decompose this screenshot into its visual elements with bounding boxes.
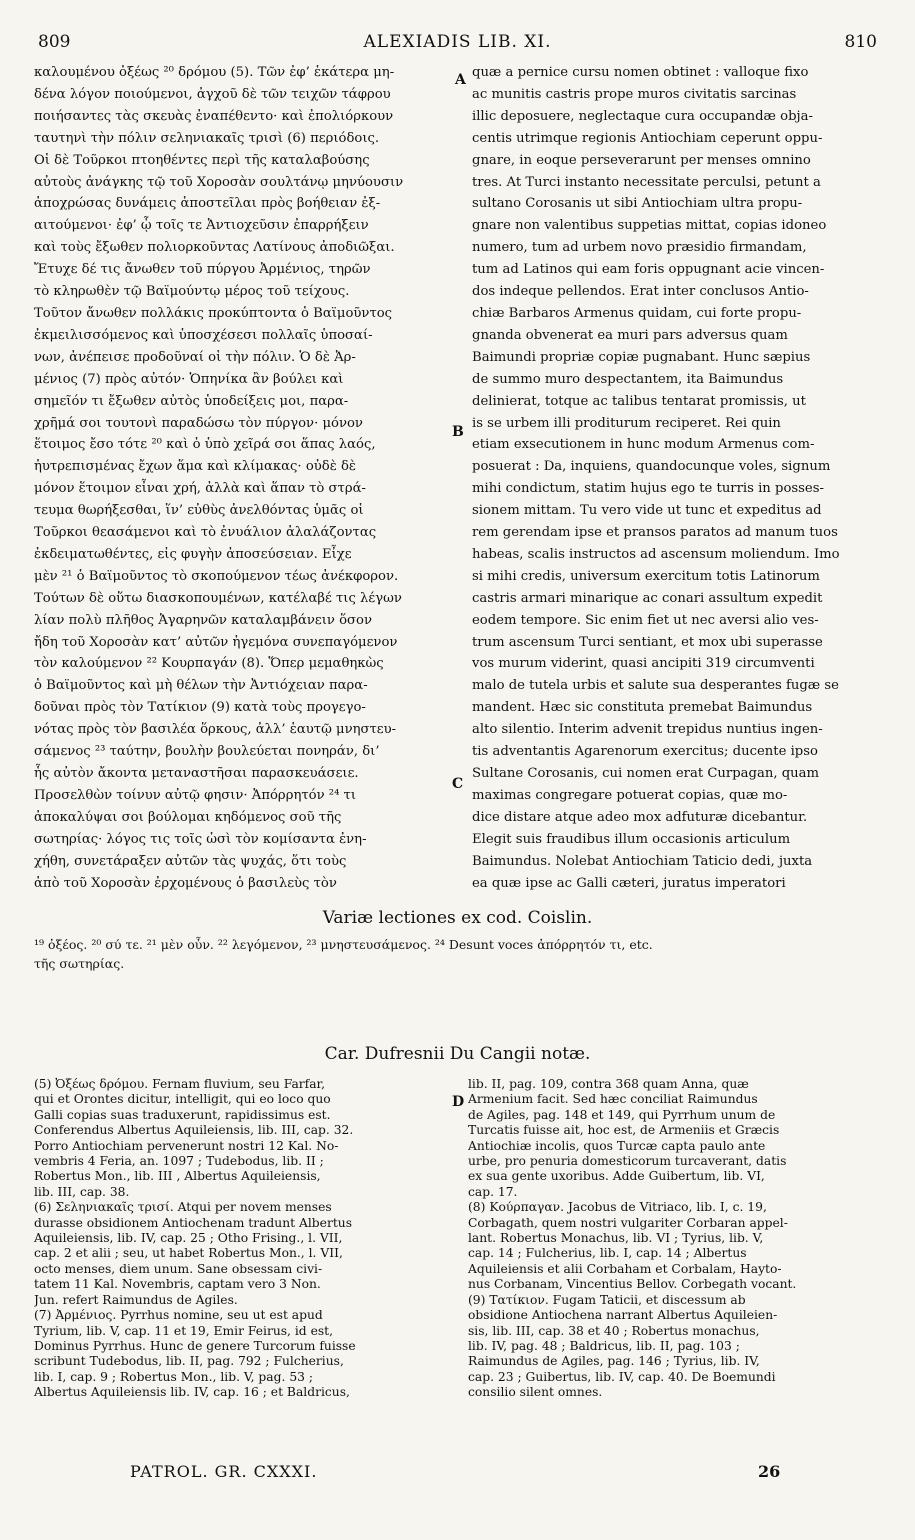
notes-left-column (34, 1077, 454, 1401)
latin-text-line: si mihi credis, universum exercitum totis Latinorum (472, 568, 820, 584)
greek-text-line: δοῦναι πρὸς τὸν Τατίκιον (9) κατὰ τοὺς προγεγο- (34, 700, 366, 716)
greek-text-line: ἕτοιμος ἔσο τότε ²⁰ καὶ ὁ ὑπὸ χεῖρά σοι ἅπας λαός, (34, 437, 376, 453)
latin-text-line: castris armari minarique ac conari assultum expedit (472, 590, 823, 606)
variae-lectiones-line: τῆς σωτηρίας. (34, 956, 125, 971)
latin-text-line: posuerat : Da, inquiens, quandocunque voles, signum (472, 459, 831, 475)
greek-text-line: ἤδη τοῦ Χοροσὰν κατ’ αὐτῶν ἡγεμόνα συνεπαγόμενον (34, 634, 398, 650)
note-line: octo menses, diem unum. Sane obsessam civi- (34, 1261, 323, 1276)
note-line: lib. II, pag. 109, contra 368 quam Anna, quæ (468, 1077, 749, 1091)
latin-text-line: habeas, scalis instructos ad ascensum moliendum. Imo (472, 546, 840, 562)
latin-text-line: maximas congregare potuerat copias, quæ mo- (472, 787, 788, 803)
note-line: Conferendus Albertus Aquileiensis, lib. III, cap. 32. (34, 1123, 354, 1138)
latin-text-line: Sultane Corosanis, cui nomen erat Curpagan, quam (472, 766, 820, 781)
greek-text-line: ποιήσαντες τὰς σκευὰς ἐναπέθεντο· καὶ ἐπολιόρκουν (34, 108, 394, 124)
note-line: lant. Robertus Monachus, lib. VI ; Tyrius, lib. V, (468, 1231, 764, 1246)
latin-text-line: gnanda obvenerat ea muri pars adversus quam (472, 327, 788, 343)
latin-text-line: is se urbem illi proditurum reciperet. Rei quin (472, 415, 781, 431)
greek-text-line: Τοῦρκοι θεασάμενοι καὶ τὸ ἐνυάλιον ἀλαλάζοντας (34, 525, 377, 541)
margin-marker-c: C (452, 776, 464, 792)
note-line: cap. 14 ; Fulcherius, lib. I, cap. 14 ; Albertus (468, 1246, 747, 1261)
latin-text-line: Elegit suis fraudibus illum occasionis articulum (472, 831, 791, 847)
note-line: consilio silent omnes. (468, 1385, 603, 1400)
latin-text-line: mandent. Hæc sic constituta premebat Baimundus (472, 700, 813, 716)
note-line: Tyrium, lib. V, cap. 11 et 19, Emir Feirus, id est, (34, 1323, 334, 1338)
variae-lectiones-line: ¹⁹ ὀξέος. ²⁰ σύ τε. ²¹ μὲν οὖν. ²² λεγόμενον, ²³ μνηστευσάμενος. ²⁴ Desunt voces ἀπόρρητόν τι, etc. (34, 937, 653, 952)
note-line: qui et Orontes dicitur, intelligit, qui eo loco quo (34, 1092, 331, 1107)
greek-text-line: δένα λόγον ποιούμενοι, ἀγχοῦ δὲ τῶν τειχῶν τάφρου (34, 86, 391, 102)
latin-text-line: trum ascensum Turci sentiant, et mox ubi superasse (472, 634, 823, 650)
greek-text-line: νότας πρὸς τὸν βασιλέα ὅρκους, ἀλλ’ ἑαυτῷ μνηστευ- (34, 722, 397, 738)
margin-marker-d: D (452, 1094, 465, 1110)
footer-series-label: PATROL. GR. CXXXI. (130, 1462, 318, 1481)
page-number-left: 809 (38, 32, 71, 52)
greek-text-line: ἐκμειλισσόμενος καὶ ὑποσχέσεσι πολλαῖς ὑποσαί- (34, 327, 373, 343)
greek-text-line: αιτούμενοι· ἐφ’ ᾧ τοῖς τε Ἀντιοχεῦσιν ἐπαρρήξειν (34, 218, 369, 234)
greek-text-line: ἧς αὐτὸν ἄκοντα μεταναστῆσαι παρασκευάσειε. (34, 766, 359, 781)
note-line: nus Corbanam, Vincentius Bellov. Corbegath vocant. (468, 1277, 797, 1292)
note-line: Turcatis fuisse ait, hoc est, de Armeniis et Græcis (468, 1123, 780, 1138)
note-line: Aquileiensis et alii Corbaham et Corbalam, Hayto- (468, 1261, 782, 1276)
variae-lectiones-heading: Variæ lectiones ex cod. Coislin. (322, 908, 593, 928)
note-line: cap. 2 et alii ; seu, ut habet Robertus Mon., l. VII, (34, 1246, 343, 1261)
footer-sheet-number: 26 (758, 1462, 781, 1481)
latin-text-column (472, 62, 884, 894)
note-line: (9) Τατίκιον. Fugam Taticii, et discessum ab (468, 1292, 746, 1307)
notes-heading: Car. Dufresnii Du Cangii notæ. (324, 1044, 591, 1064)
latin-text-line: quæ a pernice cursu nomen obtinet : valloque fixo (472, 65, 809, 80)
note-line: (6) Σεληνιακαῖς τρισί. Atqui per novem menses (34, 1200, 332, 1215)
latin-text-line: mihi condictum, statim hujus ego te turris in posses- (472, 481, 824, 497)
latin-text-line: gnare, in eoque perseverarunt per menses omnino (472, 152, 811, 168)
greek-text-line: ὁ Βαϊμοῦντος καὶ μὴ θέλων τὴν Ἀντιόχειαν παρα- (34, 678, 368, 694)
greek-text-line: νων, ἀνέπεισε προδοῦναί οἱ τὴν πόλιν. Ὁ δὲ Ἀρ- (34, 349, 356, 365)
note-line: scribunt Tudebodus, lib. II, pag. 792 ; Fulcherius, (34, 1354, 344, 1369)
greek-text-line: σωτηρίας· λόγος τις τοῖς ὠσὶ τὸν κομίσαντα ἐνη- (34, 831, 367, 847)
note-line: Armenium facit. Sed hæc conciliat Raimundus (468, 1092, 758, 1107)
latin-text-line: de summo muro despectantem, ita Baimundus (472, 371, 784, 387)
latin-text-line: rem gerendam ipse et pransos paratos ad manum tuos (472, 525, 838, 541)
greek-text-line: καὶ τοὺς ἔξωθεν πολιορκοῦντας Λατίνους ἀποδιῶξαι. (34, 240, 395, 256)
note-line: cap. 17. (468, 1184, 518, 1199)
latin-text-line: alto silentio. Interim advenit trepidus nuntius ingen- (472, 722, 823, 738)
latin-text-line: eodem tempore. Sic enim fiet ut nec aversi alio ves- (472, 612, 819, 628)
note-line: Jun. refert Raimundus de Agiles. (34, 1292, 238, 1307)
greek-text-line: χήθη, συνετάραξεν αὐτῶν τὰς ψυχάς, ὅτι τοὺς (34, 853, 347, 869)
latin-text-line: Baimundi propriæ copiæ pugnabant. Hunc sæpius (472, 349, 811, 365)
note-line: lib. IV, pag. 48 ; Baldricus, lib. II, pag. 103 ; (468, 1338, 740, 1353)
greek-text-line: μένιος (7) πρὸς αὐτόν· Ὁπηνίκα ἂν βούλει καὶ (34, 371, 344, 387)
greek-text-line: ἠυτρεπισμένας ἔχων ἅμα καὶ κλίμακας· οὐδὲ δὲ (34, 459, 356, 475)
note-line: (8) Κούρπαγαν. Jacobus de Vitriaco, lib. I, c. 19, (468, 1200, 767, 1215)
note-line: Corbagath, quem nostri vulgariter Corbaran appel- (468, 1215, 788, 1230)
note-line: Albertus Aquileiensis lib. IV, cap. 16 ; et Baldricus, (34, 1385, 350, 1400)
note-line: tatem 11 Kal. Novembris, captam vero 3 Non. (34, 1277, 321, 1292)
latin-text-line: numero, tum ad urbem novo præsidio firmandam, (472, 240, 807, 256)
note-line: cap. 23 ; Guibertus, lib. IV, cap. 40. De Boemundi (468, 1369, 776, 1384)
latin-text-line: vos murum viderint, quasi ancipiti 319 circumventi (472, 656, 815, 672)
note-line: ex sua gente uxoribus. Adde Guibertum, lib. VI, (468, 1169, 765, 1184)
margin-marker-a: A (455, 72, 466, 88)
greek-text-line: αὐτοὺς ἀνάγκης τῷ τοῦ Χοροσὰν σουλτάνῳ μηνύουσιν (34, 174, 404, 190)
latin-text-line: chiæ Barbaros Armenus quidam, cui forte propu- (472, 305, 802, 321)
note-line: Antiochiæ incolis, quos Turcæ capta paulo ante (468, 1138, 766, 1153)
note-line: Porro Antiochiam pervenerunt nostri 12 Kal. No- (34, 1138, 339, 1153)
greek-text-line: Τοῦτον ἄνωθεν πολλάκις προκύπτοντα ὁ Βαϊμοῦντος (34, 305, 393, 321)
greek-text-line: Ἔτυχε δέ τις ἄνωθεν τοῦ πύργου Ἀρμένιος, τηρῶν (34, 262, 371, 278)
latin-text-line: sultano Corosanis ut sibi Antiochiam ultra propu- (472, 196, 803, 212)
latin-text-line: ac munitis castris prope muros civitatis sarcinas (472, 86, 797, 102)
greek-text-line: μὲν ²¹ ὁ Βαϊμοῦντος τὸ σκοπούμενον τέως ἀνέκφορον. (34, 568, 399, 584)
latin-text-line: dos indeque pellendos. Erat inter conclusos Antio- (472, 284, 809, 300)
latin-text-line: malo de tutela urbis et salute sua desperantes fugæ se (472, 678, 839, 694)
note-line: obsidione Antiochena narrant Albertus Aquileien- (468, 1308, 778, 1323)
greek-text-line: σημεῖόν τι ἔξωθεν αὐτὸς ὑποδείξεις μοι, παρα- (34, 393, 349, 409)
greek-text-line: Οἱ δὲ Τοῦρκοι πτοηθέντες περὶ τῆς καταλαβούσης (34, 152, 370, 168)
greek-text-line: ἀποκαλύψαι σοι βούλομαι κηδόμενος σοῦ τῆς (34, 809, 342, 825)
greek-text-line: τὸν καλούμενον ²² Κουρπαγάν (8). Ὅπερ μεμαθηκὼς (34, 656, 384, 672)
latin-text-line: centis utrimque regionis Antiochiam ceperunt oppu- (472, 130, 823, 146)
latin-text-line: delinierat, totque ac talibus tentarat promissis, ut (472, 393, 806, 409)
note-line: lib. III, cap. 38. (34, 1184, 130, 1199)
greek-text-line: Προσελθὼν τοίνυν αὐτῷ φησιν· Ἀπόρρητόν ²⁴ τι (34, 787, 357, 803)
greek-text-line: ἐκδειματωθέντες, εἰς φυγὴν ἀποσεύσειαν. Εἶχε (34, 546, 352, 562)
note-line: Aquileiensis, lib. IV, cap. 25 ; Otho Frising., l. VII, (34, 1231, 343, 1246)
latin-text-line: ea quæ ipse ac Galli cæteri, juratus imperatori (472, 875, 786, 891)
running-title: ALEXIADIS LIB. XI. (363, 32, 552, 52)
running-header (0, 32, 915, 58)
page-number-right: 810 (844, 32, 877, 52)
margin-marker-b: B (452, 424, 464, 440)
note-line: Galli copias suas traduxerunt, rapidissimus est. (34, 1107, 331, 1122)
latin-text-line: tis adventantis Agarenorum exercitus; ducente ipso (472, 744, 818, 760)
note-line: durasse obsidionem Antiochenam tradunt Albertus (34, 1215, 353, 1230)
greek-text-line: τὸ κληρωθὲν τῷ Βαϊμούντῳ μέρος τοῦ τείχους. (34, 284, 350, 300)
note-line: Raimundus de Agiles, pag. 146 ; Tyrius, lib. IV, (468, 1354, 760, 1369)
note-line: Robertus Mon., lib. III , Albertus Aquileiensis, (34, 1169, 321, 1184)
greek-text-column (34, 62, 446, 894)
note-line: Dominus Pyrrhus. Hunc de genere Turcorum fuisse (34, 1338, 356, 1353)
note-line: de Agiles, pag. 148 et 149, qui Pyrrhum unum de (468, 1107, 776, 1122)
latin-text-line: sionem mittam. Tu vero vide ut tunc et expeditus ad (472, 503, 822, 519)
note-line: urbe, pro penuria domesticorum turcaverant, datis (468, 1154, 787, 1169)
latin-text-line: tres. At Turci instanto necessitate perculsi, petunt a (472, 174, 821, 190)
latin-text-line: illic deposuere, neglectaque cura occupandæ obja- (472, 108, 813, 124)
note-line: (5) Ὀξέως δρόμου. Fernam fluvium, seu Farfar, (34, 1077, 325, 1091)
latin-text-line: Baimundus. Nolebat Antiochiam Taticio dedi, juxta (472, 853, 813, 869)
greek-text-line: ταυτηνὶ τὴν πόλιν σεληνιακαῖς τρισὶ (6) περιόδοις. (34, 130, 380, 146)
greek-text-line: τευμα θωρήξεσθαι, ἵν’ εὐθὺς ἀνελθόντας ὑμᾶς οἱ (34, 503, 364, 519)
greek-text-line: Τούτων δὲ οὕτω διασκοπουμένων, κατέλαβέ τις λέγων (34, 590, 402, 606)
note-line: (7) Ἀρμένιος. Pyrrhus nomine, seu ut est apud (34, 1308, 323, 1323)
greek-text-line: ἀποχρώσας δυνάμεις ἀποστεῖλαι πρὸς βοήθειαν ἐξ- (34, 196, 381, 212)
greek-text-line: χρῆμά σοι τουτονὶ παραδώσω τὸν πύργον· μόνον (34, 415, 363, 431)
note-line: sis, lib. III, cap. 38 et 40 ; Robertus monachus, (468, 1323, 760, 1338)
latin-text-line: etiam exsecutionem in hunc modum Armenus com- (472, 437, 815, 453)
note-line: vembris 4 Feria, an. 1097 ; Tudebodus, lib. II ; (34, 1154, 324, 1169)
greek-text-line: ἀπὸ τοῦ Χοροσὰν ἐρχομένους ὁ βασιλεὺς τὸν (34, 875, 337, 891)
latin-text-line: gnare non valentibus suppetias mittat, copias idoneo (472, 218, 827, 234)
greek-text-line: λίαν πολὺ πλῆθος Ἀγαρηνῶν καταλαμβάνειν ὅσον (34, 612, 372, 628)
greek-text-line: καλουμένου ὀξέως ²⁰ δρόμου (5). Τῶν ἐφ’ ἑκάτερα μη- (34, 65, 395, 80)
greek-text-line: μόνον ἕτοιμον εἶναι χρή, ἀλλὰ καὶ ἅπαν τὸ στρά- (34, 481, 366, 497)
latin-text-line: dice distare atque adeo mox adfuturæ dicebantur. (472, 809, 808, 825)
notes-right-column (468, 1077, 884, 1401)
note-line: lib. I, cap. 9 ; Robertus Mon., lib. V, pag. 53 ; (34, 1369, 314, 1384)
greek-text-line: σάμενος ²³ ταύτην, βουλὴν βουλεύεται πονηράν, δι’ (34, 744, 380, 760)
latin-text-line: tum ad Latinos qui eam foris oppugnant acie vincen- (472, 262, 825, 278)
